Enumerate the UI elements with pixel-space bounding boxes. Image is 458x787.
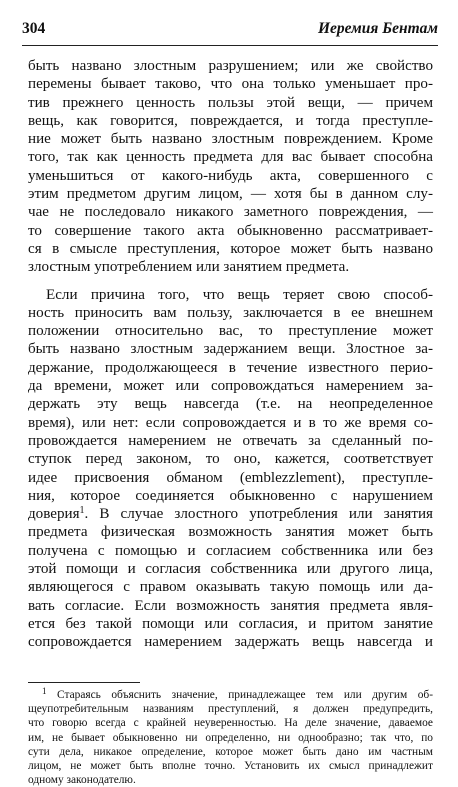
text-line: положении относительно вас, то преступление может bbox=[28, 323, 433, 340]
footnote-line: щеупотребительным названиям преступлений, я должен предупредить, bbox=[28, 703, 433, 716]
text-line: держать эту вещь навсегда (т.е. на неопределенное bbox=[28, 396, 433, 413]
text-line-with-footnote-ref bbox=[28, 505, 433, 523]
text-line: этой помощи и согласия собственника или другого лица, bbox=[28, 561, 433, 578]
text-line: получена с помощью и согласием собственника или без bbox=[28, 542, 433, 559]
text-line: перемены бывает таково, что она только уменьшает про- bbox=[28, 76, 433, 93]
running-title: Иеремия Бентам bbox=[317, 20, 438, 37]
footnote-mark: 1 bbox=[42, 686, 47, 696]
text-fragment: Стараясь объяснить значение, принадлежащее тем или другим об- bbox=[57, 689, 433, 701]
text-line: держание, продолжающееся в течение известного перио- bbox=[28, 359, 433, 376]
paragraph-1 bbox=[28, 57, 433, 277]
text-line: уменьшиться от какого-нибудь акта, совершенного с bbox=[28, 167, 433, 184]
footnote-line bbox=[28, 688, 433, 702]
text-line: провождается намерением не отвечать за сделанный по- bbox=[28, 432, 433, 449]
text-line: ность приносить вам пользу, заключается в ее внешнем bbox=[28, 304, 433, 321]
text-line: ступок перед законом, то оно, кажется, соответствует bbox=[28, 451, 433, 468]
footnote-line: одному законодателю. bbox=[28, 774, 136, 787]
text-line: ния, которое соединяется обыкновенно с нарушением bbox=[28, 487, 433, 504]
text-fragment: доверия bbox=[28, 506, 80, 523]
text-line: то совершение такого акта обыкновенно рассматривает- bbox=[28, 222, 433, 239]
text-line: ние может быть названо злостным повреждением. Кроме bbox=[28, 131, 433, 148]
text-line: тив прежнего ценность пользы этой вещи, — причем bbox=[28, 94, 433, 111]
page-number: 304 bbox=[22, 20, 46, 37]
footnote-line: лицом, не может быть вполне точно. Установить их смысл принадлежит bbox=[28, 759, 433, 772]
text-line: чае не последовало никакого заметного повреждения, — bbox=[28, 204, 433, 221]
header-rule bbox=[22, 45, 438, 46]
text-line: того, так как ценность предмета для вас бывает способна bbox=[28, 149, 433, 166]
paragraph-2 bbox=[28, 286, 433, 652]
text-line: идее присвоения обманом (emblezzlement), преступле- bbox=[28, 469, 433, 486]
page-header bbox=[22, 18, 438, 42]
text-fragment: . В случае злостного употребления или занятия bbox=[84, 506, 433, 523]
footnote-line: им, не бывает обыкновенно ни определенно, ни однообразно; так что, по bbox=[28, 731, 433, 744]
body-text bbox=[28, 57, 433, 652]
footnote bbox=[28, 688, 433, 787]
text-line: ется без такой помощи или согласия, и притом занятие bbox=[28, 615, 433, 632]
text-line: ся в смысле преступления, которое может быть названо bbox=[28, 240, 433, 257]
text-line: время), или нет: если сопровождается и в то же время со- bbox=[28, 414, 433, 431]
text-line: злостным употреблением или занятием предмета. bbox=[28, 259, 350, 276]
footnote-rule bbox=[28, 682, 140, 683]
footnote-line: сути дела, никакое определение, которое может быть дано им частным bbox=[28, 745, 433, 758]
text-line: вать согласие. Если возможность занятия предмета явля- bbox=[28, 597, 433, 614]
text-line: быть названо злостным задержанием вещи. Злостное за- bbox=[28, 341, 433, 358]
text-line: Если причина того, что вещь теряет свою способ- bbox=[46, 286, 433, 303]
text-line: сопровождается намерением задержать вещь навсегда и bbox=[28, 634, 433, 651]
text-line: являющегося с правом оказывать такую помощь или да- bbox=[28, 579, 433, 596]
text-line: да времени, может или сопровождаться намерением за- bbox=[28, 378, 433, 395]
text-line: этим предметом другим лицом, — хотя бы в данном слу- bbox=[28, 186, 433, 203]
text-line: вещь, как говорится, повреждается, и тогда преступле- bbox=[28, 112, 433, 129]
footnote-line: что говорю всегда с крайней неуверенностью. На деле значение, даваемое bbox=[28, 717, 433, 730]
footnote-reference[interactable]: 1 bbox=[79, 505, 85, 517]
text-line: быть названо злостным разрушением; или же свойство bbox=[28, 58, 433, 74]
text-line: предмета физическая возможность занятия может быть bbox=[28, 524, 433, 541]
